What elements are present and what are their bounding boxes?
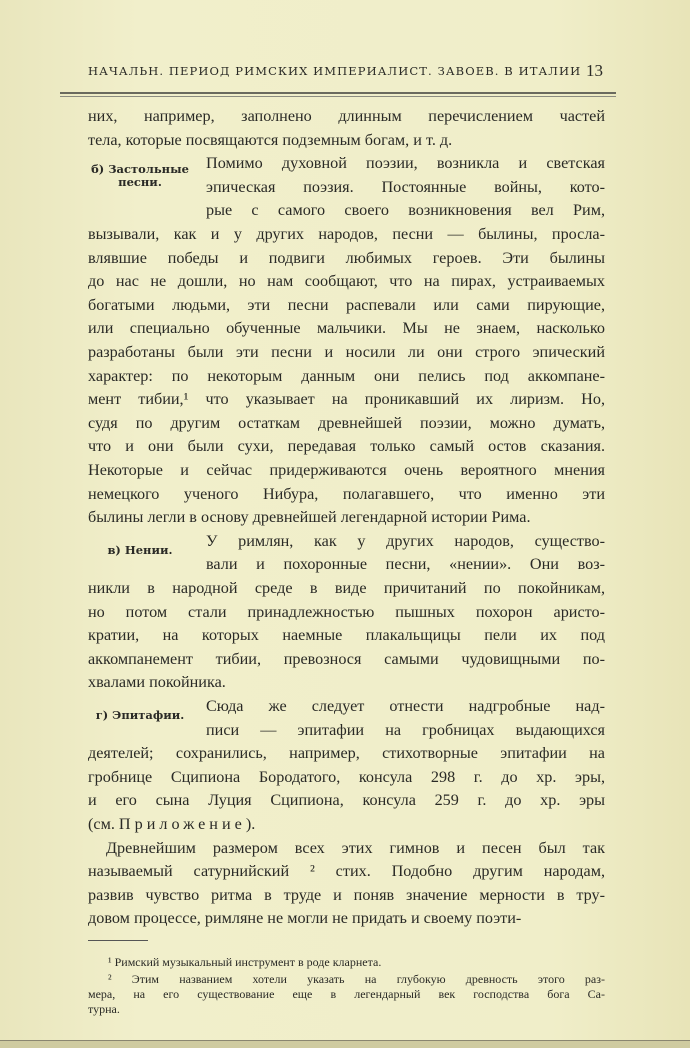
text-line: У римлян, как у других народов, существо- <box>206 531 605 550</box>
text-line: Сюда же следует отнести надгробные над- <box>206 697 605 715</box>
footnote-rule <box>88 940 148 941</box>
text-line: (см. Приложение). <box>88 815 256 833</box>
running-title: НАЧАЛЬН. ПЕРИОД РИМСКИХ ИМПЕРИАЛИСТ. ЗАВОЕВ. В ИТАЛИИ <box>88 64 582 78</box>
text-line: характер: по некоторым данным они пелись под аккомпане- <box>88 366 605 385</box>
text-line: Некоторые и сейчас придерживаются очень вероятного мнения <box>88 461 605 479</box>
text-line: довом процессе, римляне не могли не придать и своему поэти- <box>88 909 522 928</box>
text-line: богатыми людьми, эти песни распевали или сами пирующие, <box>88 295 605 314</box>
text-line: вызывали, как и у других народов, песни — былины, просла- <box>88 225 605 243</box>
footnote-line: ² Этим названием хотели указать на глубокую древность этого раз- <box>108 972 605 986</box>
margin-note-line: песни. <box>118 175 162 190</box>
text-line: мент тибии,¹ что указывает на проникавший их лиризм. Но, <box>88 390 605 409</box>
text-line: судя по другим остаткам древнейшей поэзии, можно думать, <box>88 413 605 432</box>
text-line: них, например, заполнено длинным перечислением частей <box>88 107 605 125</box>
text-line: что и они были сухи, передавая только самый остов сказания. <box>88 437 605 456</box>
margin-note <box>72 709 208 722</box>
text-line: немецкого ученого Нибура, полагавшего, что именно эти <box>88 484 605 503</box>
text-line: тела, которые посвящаются подземным богам, и т. д. <box>88 130 453 149</box>
text-line: рые с самого своего возникновения вел Рим, <box>206 201 605 220</box>
spaced-emphasis: Приложение <box>118 815 246 833</box>
text-line: до нас не дошли, но нам сообщают, что на пирах, устраиваемых <box>88 272 605 291</box>
text-line: хвалами покойника. <box>88 673 226 692</box>
margin-note-line: в) Нении. <box>107 542 173 557</box>
footnote-line: мера, на его существование еще в легендарный век господства бога Са- <box>88 987 605 1001</box>
text-line: никли в народной среде в виде причитаний по покойникам, <box>88 579 605 597</box>
footnote-line: ¹ Римский музыкальный инструмент в роде кларнета. <box>108 955 382 969</box>
text-line: вали и похоронные песни, «нении». Они воз- <box>206 555 605 574</box>
text-line: или специально обученные мальчики. Мы не знаем, насколько <box>88 319 605 338</box>
text-line: называемый сатурнийский ² стих. Подобно другим народам, <box>88 862 605 881</box>
footnote-line: турна. <box>88 1002 120 1016</box>
text-line: и его сына Луция Сципиона, консула 259 г. до хр. эры <box>88 791 605 810</box>
margin-note-line: г) Эпитафии. <box>95 708 185 722</box>
page-number: 13 <box>586 61 603 80</box>
text-line: Помимо духовной поэзии, возникла и светская <box>206 154 605 173</box>
header-rule <box>60 92 616 97</box>
text-line: гробнице Сципиона Бородатого, консула 298 г. до хр. эры, <box>88 767 605 786</box>
text-line: но потом стали принадлежностью пышных похорон аристо- <box>88 602 605 621</box>
text-line: кратии, на которых наемные плакальщицы пели их под <box>88 626 605 645</box>
text-line: разработаны были эти песни и носили ли они строго эпический <box>88 343 605 361</box>
text-line: влявшие победы и подвиги любимых героев. Эти былины <box>88 248 605 267</box>
text-line: писи — эпитафии на гробницах выдающихся <box>206 720 605 739</box>
text-line: деятелей; сохранились, например, стихотворные эпитафии на <box>88 744 605 763</box>
margin-note <box>72 163 208 189</box>
text-line: аккомпанемент тибии, превознося самыми чудовищными по- <box>88 649 605 668</box>
text-line: развив чувство ритма в труде и поняв значение мерности в тру- <box>88 885 605 904</box>
text-line: былины легли в основу древнейшей легендарной истории Рима. <box>88 508 531 527</box>
margin-note <box>72 544 208 557</box>
text-line: эпическая поэзия. Постоянные войны, кото- <box>206 177 605 196</box>
text-line: Древнейшим размером всех этих гимнов и песен был так <box>106 838 605 857</box>
margin-note-line: б) Застольные <box>91 162 189 177</box>
